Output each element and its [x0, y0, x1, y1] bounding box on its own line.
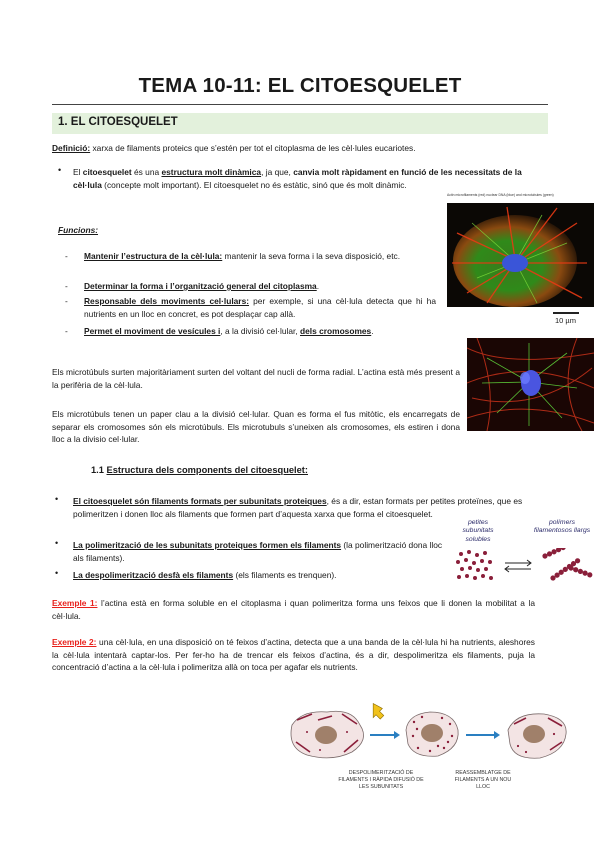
text: (concepte molt important). El citoesquelet no és estàtic, sinó que és molt dinàmic.	[101, 179, 407, 190]
subsection-title: Estructura dels components del citoesquelet:	[106, 465, 308, 475]
text: , ja que,	[261, 167, 294, 177]
function-item	[84, 250, 436, 263]
functions-label: Funcions:	[58, 225, 99, 235]
subunits-label: petites subunitats solubles	[462, 519, 494, 543]
definition-paragraph	[52, 142, 548, 155]
structure-term: El citoesquelet són filaments formats per subunitats proteiques	[73, 496, 327, 506]
bullet-icon: •	[55, 538, 59, 548]
function-text: .	[316, 281, 320, 291]
micrograph-caption: Actin microfilaments (red) nuclear DNA (blue) and microtubules (green)	[447, 193, 554, 197]
structure-item	[73, 539, 443, 564]
definition-label: Definició:	[52, 143, 91, 153]
paragraph-microtubules-actin: Els microtúbuls surten majoritàriament surten del voltant del nucli de forma radial. L’actina està més present a la perifèria de la cèl·lula.	[52, 367, 460, 390]
title-divider	[52, 104, 548, 105]
page-title: TEMA 10-11: EL CITOESQUELET	[138, 74, 462, 97]
function-title: dels cromosomes	[300, 326, 372, 336]
structure-term: La despolimerització desfà els filaments	[73, 570, 234, 580]
polymers-label: polímers filamentosos llargs	[533, 519, 591, 535]
subsection-heading	[91, 465, 308, 475]
function-title: Responsable dels moviments cel·lulars:	[84, 296, 250, 306]
definition-text: xarxa de filaments proteics que s’estén per tot el citoplasma de les cèl·lules eucariotes.	[90, 143, 416, 153]
function-text: mantenir la seva forma i la seva disposició, etc.	[222, 251, 401, 261]
cell-migration-diagram	[282, 700, 572, 768]
micrograph-cytoskeleton-1	[447, 203, 594, 307]
structure-text: , és a dir, estan formats per petites proteïnes, que es polimeritzen i donen lloc als filaments que formen part d’aquesta xarxa que forma el citoesquelet.	[73, 496, 523, 519]
example-label: Exemple 1:	[52, 598, 98, 608]
function-title: Mantenir l’estructura de la cèl·lula:	[84, 251, 223, 261]
structure-item	[73, 495, 535, 520]
example-text: l’actina està en forma soluble en el citoplasma i quan polimeritza forma uns feixos que li donen la mobilitat a la cèl·lula.	[52, 598, 535, 621]
function-text: , a la divisió cel·lular,	[220, 326, 300, 336]
structure-term: La polimerització de les subunitats proteiques formen els filaments	[73, 540, 342, 550]
structure-text: (la polimerització dona lloc als filaments).	[73, 540, 443, 563]
bullet-icon: •	[55, 568, 59, 578]
cell-3	[508, 714, 566, 758]
reassembly-label: REASSEMBLATGE DE FILAMENTS A UN NOU LLOC	[454, 770, 512, 790]
micrograph-mitotic-spindle	[467, 338, 594, 431]
dash-icon: -	[65, 296, 68, 306]
function-title: Determinar la forma i l’organització general del citoplasma	[84, 281, 317, 291]
dash-icon: -	[65, 326, 68, 336]
text: El	[73, 167, 83, 177]
bullet-icon: •	[58, 165, 62, 175]
function-item	[84, 280, 436, 293]
example-label: Exemple 2:	[52, 637, 97, 647]
example-1	[52, 597, 535, 622]
cell-1	[291, 711, 364, 758]
subsection-number: 1.1	[91, 465, 107, 475]
dash-icon: -	[65, 251, 68, 261]
dynamic-paragraph	[73, 166, 535, 191]
section-heading: 1. EL CITOESQUELET	[58, 116, 178, 128]
scale-label: 10 µm	[555, 316, 576, 325]
example-text: una cèl·lula, en una disposició on té feixos d’actina, detecta que a una banda de la cèl·lula hi ha nutrients, aleshores la cèl·lula intentarà captar-los. Per fer-ho ha de trencar els feixos d’actina, és a dir, despolimeritza els filaments, puja la concentració d’actina a la cèl·lula i polimeritza allà on toca per agafar els nutrients.	[52, 637, 535, 673]
bullet-icon: •	[55, 494, 59, 504]
example-2	[52, 636, 535, 674]
function-title: Permet el moviment de vesícules i	[84, 326, 221, 336]
arrow-icon	[366, 701, 387, 722]
arrow-icon	[466, 731, 500, 739]
scale-bar	[553, 312, 579, 314]
polymerization-diagram	[453, 548, 598, 586]
structure-item	[73, 569, 443, 582]
function-item	[84, 325, 436, 338]
structure-text: (els filaments es trenquen).	[233, 570, 337, 580]
arrow-icon	[370, 731, 400, 739]
text: és una	[131, 167, 162, 177]
paragraph-microtubules-division: Els microtúbuls tenen un paper clau a la divisió cel·lular. Quan es forma el fus mitòtic, els encarregats de separar els cromosomes són els microtúbuls. Els microtubuls s’uneixen als cromosomes, els estiren i dona lloc a la divisio cel·lular.	[52, 409, 460, 445]
cell-2	[406, 712, 458, 756]
function-text: per exemple, si una cèl·lula detecta que hi ha nutrients en un lloc en concret, es pot desplaçar cap allà.	[84, 296, 436, 319]
depolymerization-label: DESPOLIMERITZACIÓ DE FILAMENTS I RÀPIDA DIFUSIÓ DE LES SUBUNITATS	[338, 770, 424, 790]
function-item	[84, 295, 436, 320]
function-text: .	[371, 326, 374, 336]
term-dinamica: estructura molt dinàmica	[161, 167, 262, 177]
term-canvia: canvia molt ràpidament en funció de les necessitats de la cèl·lula	[73, 167, 522, 190]
term-citoesquelet: citoesquelet	[82, 167, 132, 177]
dash-icon: -	[65, 281, 68, 291]
